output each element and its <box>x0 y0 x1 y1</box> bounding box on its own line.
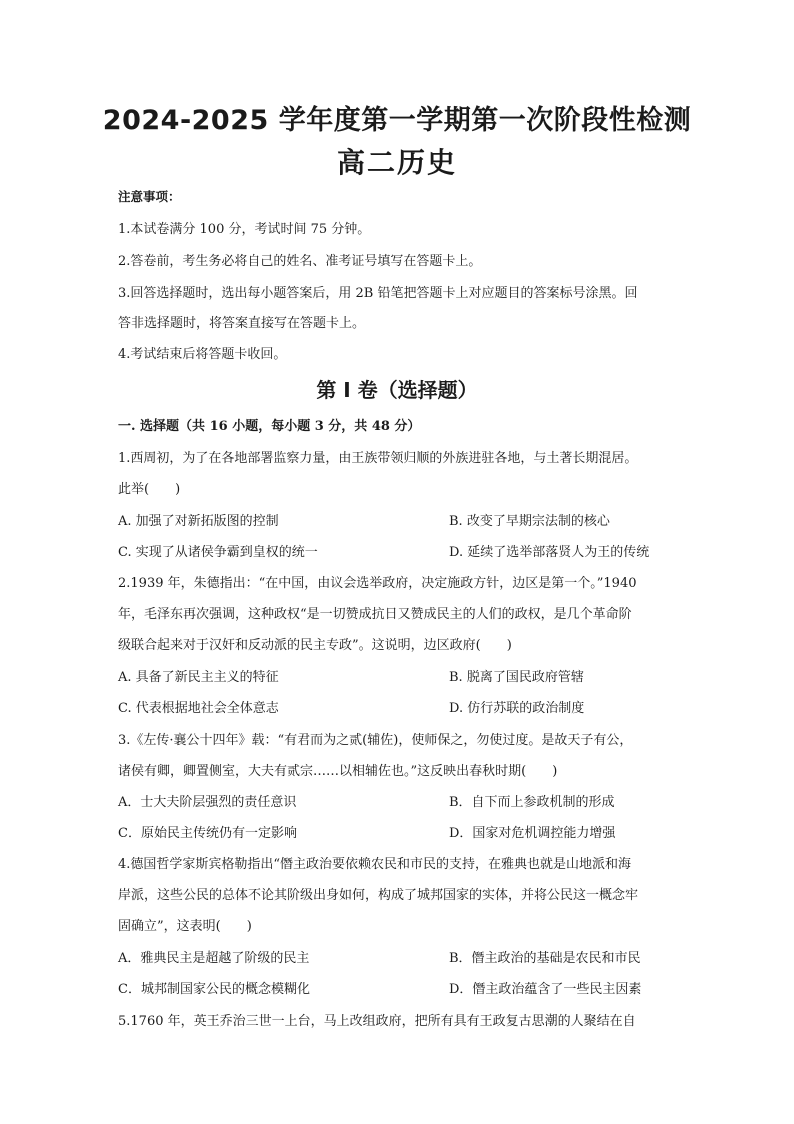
question-3-stem: 3.《左传·襄公十四年》载：“有君而为之贰(辅佐)，使师保之，勿使过度。是故天子有公， <box>118 733 633 748</box>
question-3-option-a: A．士大夫阶层强烈的责任意识 <box>118 795 297 810</box>
note-line: 1.本试卷满分 100 分，考试时间 75 分钟。 <box>118 222 371 237</box>
question-2-option-c: C. 代表根据地社会全体意志 <box>118 701 279 716</box>
question-2-stem: 2.1939 年，朱德指出：“在中国，由议会选举政府，决定施政方针，边区是第一个。”1940 <box>118 576 637 591</box>
question-4-option-c: C．城邦制国家公民的概念模糊化 <box>118 982 310 997</box>
question-3-option-d: D．国家对危机调控能力增强 <box>449 826 616 841</box>
question-4-option-b: B．僭主政治的基础是农民和市民 <box>449 951 641 966</box>
question-1-option-b: B. 改变了早期宗法制的核心 <box>449 514 610 529</box>
question-2-option-a: A. 具备了新民主主义的特征 <box>118 670 279 685</box>
question-1-option-d: D. 延续了选举部落贤人为王的传统 <box>449 545 650 560</box>
question-2-option-b: B. 脱离了国民政府管辖 <box>449 670 584 685</box>
question-5-stem: 5.1760 年，英王乔治三世一上台，马上改组政府，把所有具有王政复古思潮的人聚结在自 <box>118 1014 636 1029</box>
question-3-option-b: B．自下而上参政机制的形成 <box>449 795 615 810</box>
question-4-stem: 固确立”，这表明( ) <box>118 919 252 934</box>
notes-heading: 注意事项： <box>118 189 181 204</box>
note-line: 答非选择题时，将答案直接写在答题卡上。 <box>118 316 366 331</box>
section-title: 第 I 卷（选择题） <box>316 378 478 402</box>
question-4-option-d: D．僭主政治蕴含了一些民主因素 <box>449 982 642 997</box>
exam-subject: 高二历史 <box>336 146 457 179</box>
note-line: 3.回答选择题时，选出每小题答案后，用 2B 铅笔把答题卡上对应题目的答案标号涂黑。回 <box>118 286 638 301</box>
note-line: 4.考试结束后将答题卡收回。 <box>118 347 287 362</box>
exam-title: 2024-2025 学年度第一学期第一次阶段性检测 <box>102 105 692 136</box>
question-1-stem: 1.西周初，为了在各地部署监察力量，由王族带领归顺的外族进驻各地，与土著长期混居。 <box>118 451 638 466</box>
question-4-option-a: A．雅典民主是超越了阶级的民主 <box>118 951 310 966</box>
question-4-stem: 岸派，这些公民的总体不论其阶级出身如何，构成了城邦国家的实体，并将公民这一概念牢 <box>118 888 639 903</box>
question-2-stem: 年，毛泽东再次强调，这种政权“是一切赞成抗日又赞成民主的人们的政权，是几个革命阶 <box>118 607 632 622</box>
question-1-option-c: C. 实现了从诸侯争霸到皇权的统一 <box>118 545 318 560</box>
section-instruction: 一. 选择题（共 16 小题，每小题 3 分，共 48 分） <box>118 419 421 434</box>
question-3-option-c: C．原始民主传统仍有一定影响 <box>118 826 297 841</box>
question-2-stem: 级联合起来对于汉奸和反动派的民主专政”。这说明，边区政府( ) <box>118 638 512 653</box>
question-1-option-a: A. 加强了对新拓版图的控制 <box>118 514 279 529</box>
question-4-stem: 4.德国哲学家斯宾格勒指出“僭主政治要依赖农民和市民的支持，在雅典也就是山地派和海 <box>118 857 632 872</box>
note-line: 2.答卷前，考生务必将自己的姓名、准考证号填写在答题卡上。 <box>118 254 482 269</box>
question-1-stem: 此举( ) <box>118 482 181 497</box>
question-2-option-d: D. 仿行苏联的政治制度 <box>449 701 585 716</box>
question-3-stem: 诸侯有卿，卿置侧室，大夫有贰宗……以相辅佐也。”这反映出春秋时期( ) <box>118 764 558 779</box>
